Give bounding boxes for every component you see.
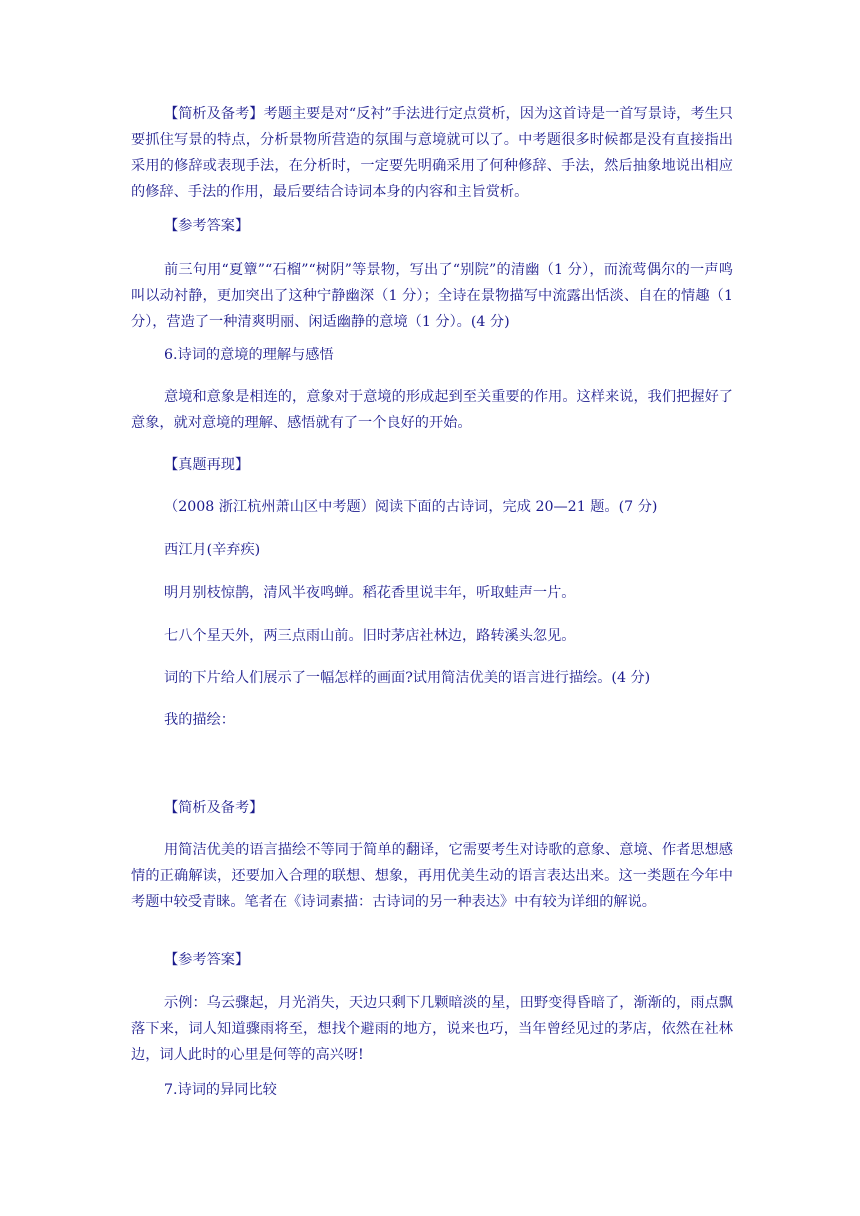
answer-paragraph-2: 示例：乌云骤起，月光消失，天边只剩下几颗暗淡的星，田野变得昏暗了，渐渐的，雨点飘落下来，词人知道骤雨将至，想找个避雨的地方，说来也巧，当年曾经见过的茅店，依然在社林边，词人此时的心里是何等的高兴呀! bbox=[131, 995, 733, 1063]
answer-heading-2: 【参考答案】 bbox=[164, 952, 250, 968]
exam-question: 词的下片给人们展示了一幅怎样的画面?试用简洁优美的语言进行描绘。(4 分) bbox=[164, 670, 651, 686]
my-description-label: 我的描绘： bbox=[164, 712, 235, 728]
poem-line-1: 明月别枝惊鹊，清风半夜鸣蝉。稻花香里说丰年，听取蛙声一片。 bbox=[164, 585, 576, 601]
answer-paragraph-1: 前三句用“夏簟”“石榴”“树阴”等景物，写出了“别院”的清幽（1 分），而流莺偶尔的一声鸣叫以动衬静，更加突出了这种宁静幽深（1 分）；全诗在景物描写中流露出恬淡、自在的情趣（1 分），营造了一种清爽明丽、闲适幽静的意境（1 分）。(4 分) bbox=[131, 262, 733, 330]
analysis-paragraph-2: 用简洁优美的语言描绘不等同于简单的翻译，它需要考生对诗歌的意象、意境、作者思想感情的正确解读，还要加入合理的联想、想象，再用优美生动的语言表达出来。这一类题在今年中考题中较受青睐。笔者在《诗词素描：古诗词的另一种表达》中有较为详细的解说。 bbox=[131, 842, 733, 910]
section-6-intro: 意境和意象是相连的，意象对于意境的形成起到至关重要的作用。这样来说，我们把握好了意象，就对意境的理解、感悟就有了一个良好的开始。 bbox=[131, 389, 733, 431]
poem-line-2: 七八个星天外，两三点雨山前。旧时茅店社林边，路转溪头忽见。 bbox=[164, 628, 576, 644]
analysis-paragraph-1: 【简析及备考】考题主要是对“反衬”手法进行定点赏析，因为这首诗是一首写景诗，考生只要抓住写景的特点，分析景物所营造的氛围与意境就可以了。中考题很多时候都是没有直接指出采用的修辞或表现手法，在分析时，一定要先明确采用了何种修辞、手法，然后抽象地说出相应的修辞、手法的作用，最后要结合诗词本身的内容和主旨赏析。 bbox=[131, 106, 733, 200]
section-heading-7: 7.诗词的异同比较 bbox=[164, 1082, 277, 1098]
exam-heading: 【真题再现】 bbox=[164, 457, 250, 473]
section-heading-6: 6.诗词的意境的理解与感悟 bbox=[164, 347, 334, 363]
analysis-heading-2: 【简析及备考】 bbox=[164, 800, 264, 816]
exam-question-intro: （2008 浙江杭州萧山区中考题）阅读下面的古诗词，完成 20—21 题。(7 分) bbox=[164, 499, 658, 515]
poem-title: 西江月(辛弃疾) bbox=[164, 542, 261, 558]
answer-heading-1: 【参考答案】 bbox=[164, 218, 250, 234]
